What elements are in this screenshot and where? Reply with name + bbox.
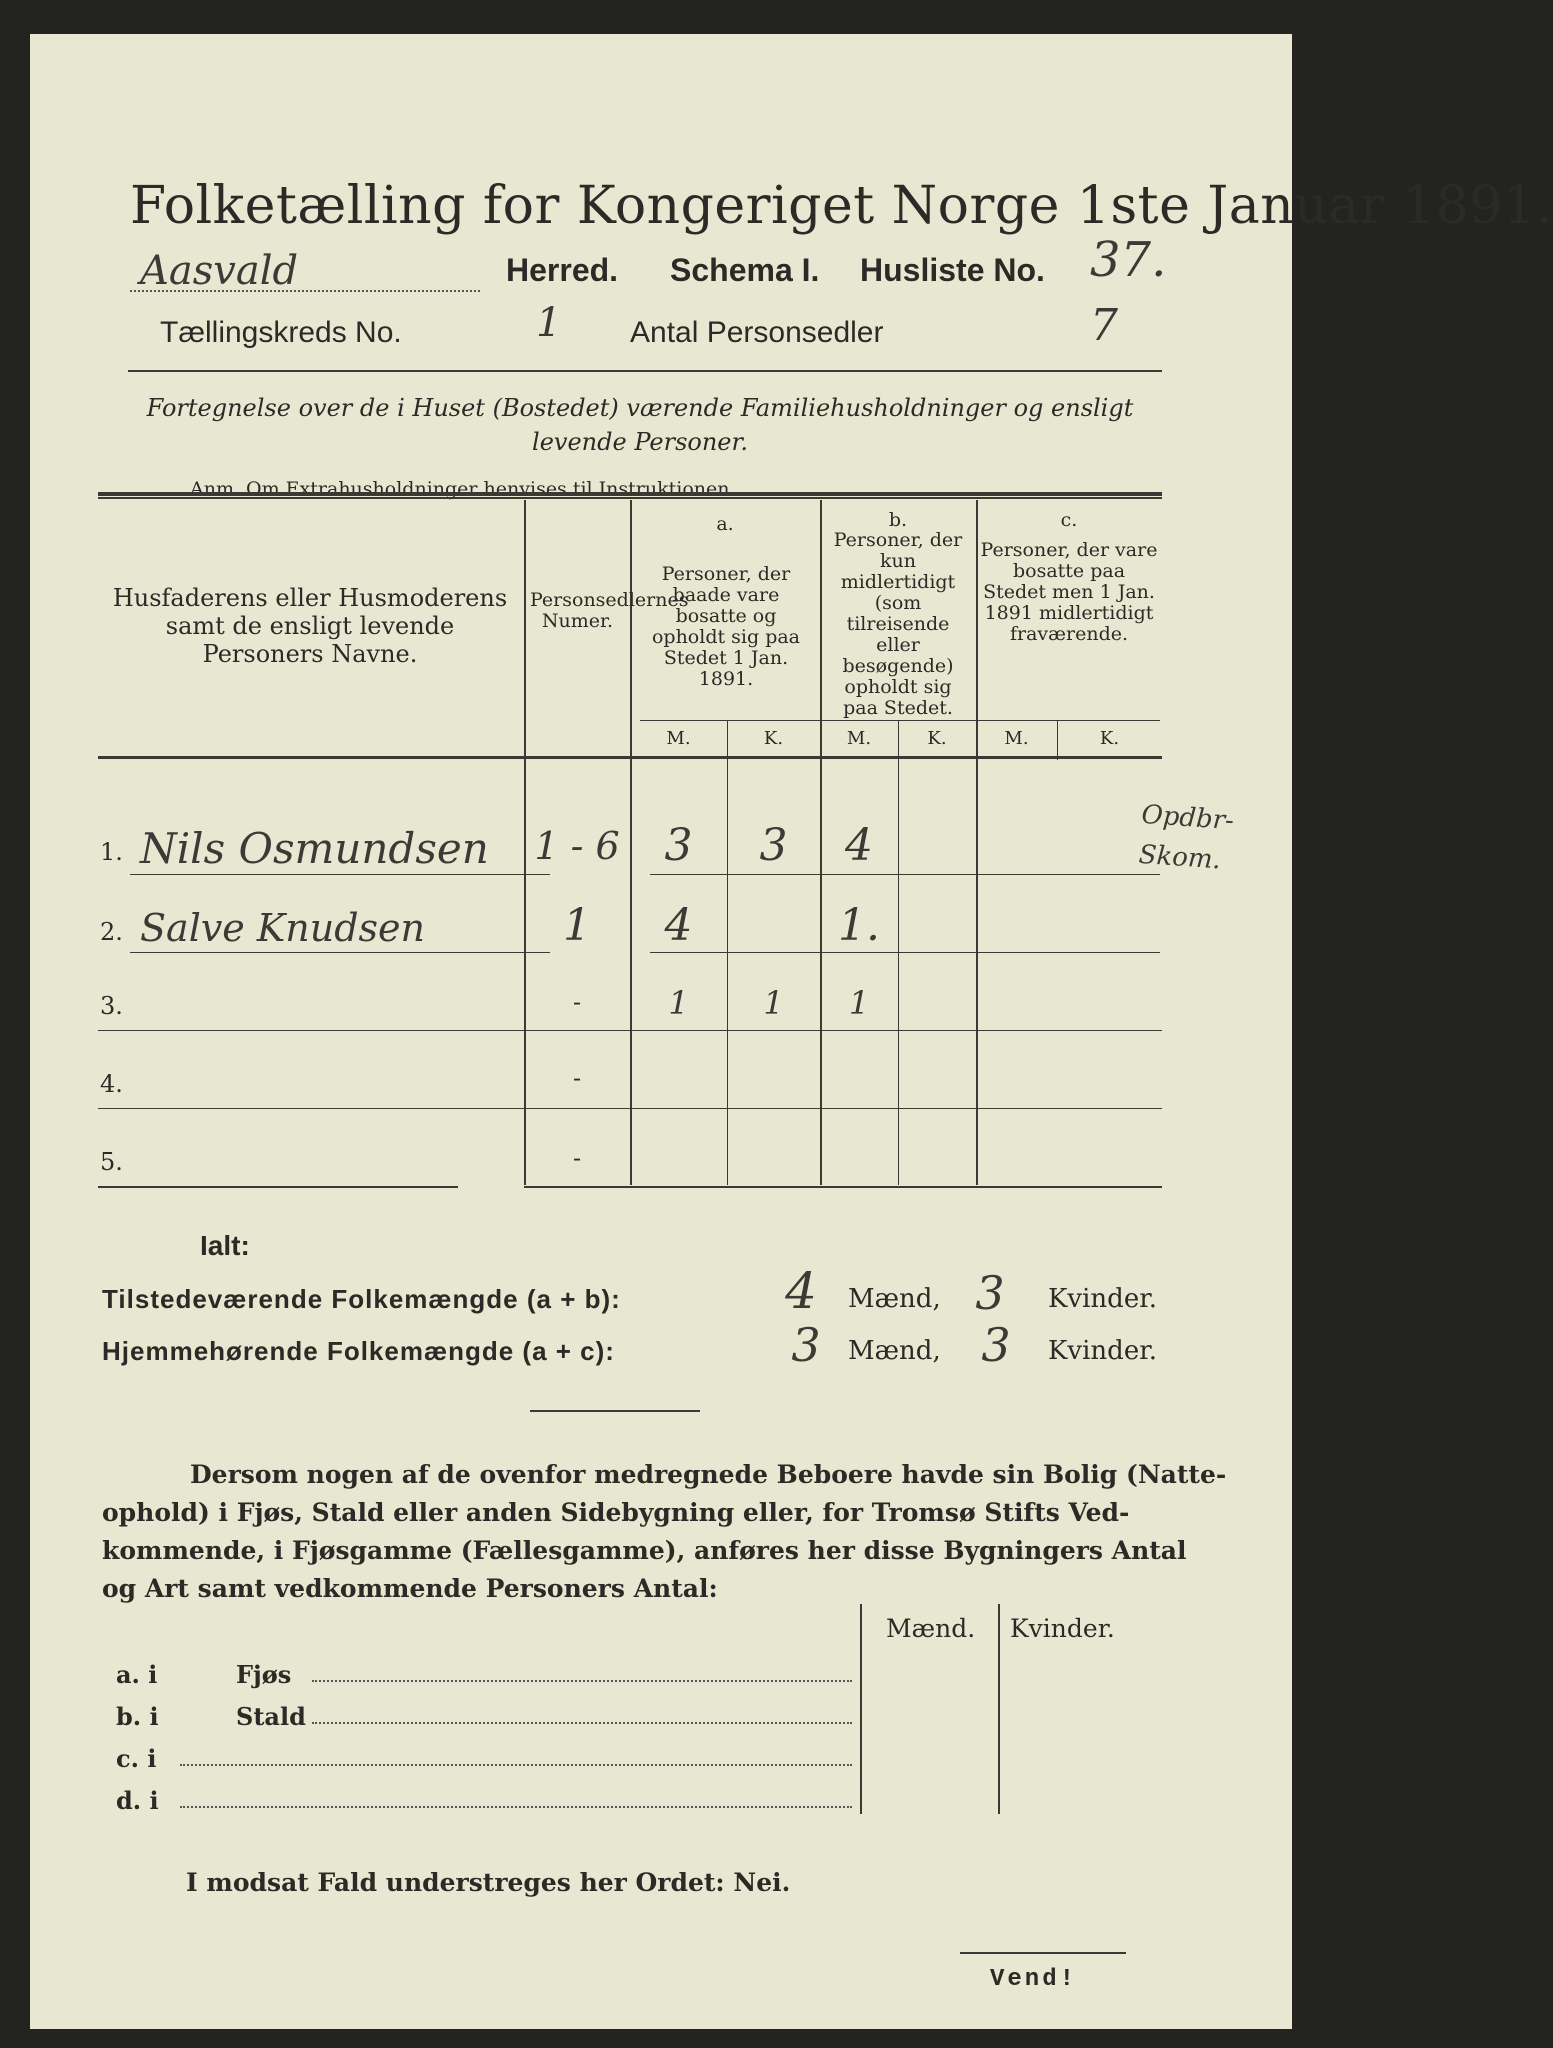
margin-note: Opdbr- Skom. [1137,799,1235,876]
mk-rule [640,720,1160,721]
row-1-sedler: 1 - 6 [534,824,620,868]
tilstede-maend-label: Mænd, [848,1284,941,1314]
col-b-m: M. [846,728,872,749]
bolig-line4: og Art samt vedkommende Personers Antal: [102,1574,718,1603]
col-header-a: Personer, der baade vare bosatte og opholdt sig paa Stedet 1 Jan. 1891. [651,563,801,690]
section-divider [530,1410,700,1412]
col-c-k: K. [1099,728,1120,749]
kreds-label: Tællingskreds No. [160,316,402,349]
row-1-b-m: 4 [845,820,873,871]
col-a-letter: a. [716,513,734,535]
bolig-line1: Dersom nogen af de ovenfor medregnede Beboere havde sin Bolig (Natte- [190,1460,1227,1489]
herred-dotted-line [130,260,480,292]
row-1-a-m: 3 [664,820,693,871]
row-1-number: 1. [100,838,123,866]
antal-label: Antal Personsedler [630,316,884,349]
col-b-letter: b. [888,509,908,531]
bolig-kvinder-header: Kvinder. [1010,1614,1115,1643]
col-c-m: M. [1004,728,1029,749]
col-header-names: Husfaderens eller Husmoderens samt de ensligt levende Personers Navne. [112,584,508,668]
row-3-number: 3. [100,992,123,1020]
bolig-b-dots [312,1722,852,1724]
hjemme-label: Hjemmehørende Folkemængde (a + c): [102,1336,615,1366]
row-2-name: Salve Knudsen [140,906,425,950]
row-2-a-m: 4 [664,900,693,951]
bolig-divider-2 [998,1604,1000,1814]
vend-rule [960,1952,1126,1954]
tilstede-maend-value: 4 [785,1262,817,1320]
tilstede-label: Tilstedeværende Folkemængde (a + b): [102,1284,621,1314]
bolig-a-label: a. i [116,1660,158,1689]
col-header-number: Personsedlernes Numer. [530,589,689,632]
row-4-number: 4. [100,1070,123,1098]
antal-value: 7 [1090,300,1118,351]
row-2-number: 2. [100,918,123,946]
row-5-number: 5. [100,1148,123,1176]
row-3-sedler: - [572,988,582,1016]
row-3-rule [98,1030,1162,1031]
row-4-sedler: - [572,1064,582,1092]
row-3-a-m: 1 [668,984,689,1022]
bolig-c-dots [180,1764,852,1766]
row-2-rule [130,952,550,953]
col-a-k: K. [763,728,784,749]
intro-line1: Fortegnelse over de i Huset (Bostedet) værende Familiehusholdninger og ensligt [146,394,1134,422]
bolig-a-dots [312,1680,852,1682]
form-title: Folketælling for Kongeriget Norge 1ste Januar 1891. [130,176,1553,236]
table-top-rule [98,492,1162,496]
intro-line2: levende Personer. [532,428,748,456]
hjemme-kvinder-value: 3 [981,1318,1011,1372]
husliste-value: 37. [1090,232,1167,288]
tilstede-kvinder-value: 3 [975,1266,1005,1320]
col-c-letter: c. [1060,509,1078,531]
row-1-rule-b [650,874,1160,875]
bolig-d-label: d. i [116,1786,159,1815]
row-3-b-m: 1 [848,984,870,1022]
census-form-page [30,34,1553,2029]
tilstede-kvinder-label: Kvinder. [1048,1284,1158,1314]
row-1-rule [130,874,550,875]
col-header-c: Personer, der vare bosatte paa Stedet men 1 Jan. 1891 midlertidigt fraværende. [980,539,1158,645]
hjemme-maend-value: 3 [791,1318,821,1372]
header-rule [128,370,1162,372]
table-bottom-rule-left [98,1186,458,1188]
row-2-sedler: 1 [563,900,591,951]
husliste-label: Husliste No. [860,252,1045,288]
row-5-sedler: - [572,1144,582,1172]
bolig-stald: Stald [236,1702,306,1731]
bolig-c-label: c. i [116,1744,157,1773]
col-divider-4 [976,500,978,1185]
bolig-divider-1 [860,1604,862,1814]
vend-label: Vend! [990,1966,1078,1993]
row-2-rule-b [650,952,1160,953]
anm-note: Anm. Om Extrahusholdninger henvises til Instruktionen. [190,478,736,500]
hjemme-maend-label: Mænd, [848,1336,941,1366]
kreds-value: 1 [536,300,562,346]
row-1-a-k: 3 [759,820,788,871]
col-b-k: K. [927,728,947,749]
ialt-label: Ialt: [200,1230,250,1261]
table-top-rule-2 [98,497,1162,499]
herred-value: Aasvald [140,248,299,294]
bolig-d-dots [180,1806,852,1808]
table-bottom-rule-right [524,1186,1162,1188]
bolig-maend-header: Mænd. [886,1614,976,1643]
schema-label: Schema I. [670,252,820,288]
row-4-rule [98,1108,1162,1109]
bolig-line3: kommende, i Fjøsgamme (Fællesgamme), anføres her disse Bygningers Antal [102,1536,1187,1565]
row-3-a-k: 1 [763,984,784,1022]
bolig-fjos: Fjøs [236,1660,292,1689]
row-2-b-m: 1. [838,900,880,951]
bolig-line2: ophold) i Fjøs, Stald eller anden Sidebygning eller, for Tromsø Stifts Ved- [102,1498,1130,1527]
row-1-name: Nils Osmundsen [140,824,489,873]
col-a-m: M. [666,728,691,749]
herred-label: Herred. [506,252,619,288]
col-header-b: Personer, der kun midlertidigt (som tilreisende eller besøgende) opholdt sig paa Stedet. [833,529,963,719]
nei-note: I modsat Fald understreges her Ordet: Nei. [186,1868,791,1897]
hjemme-kvinder-label: Kvinder. [1048,1336,1158,1366]
bolig-b-label: b. i [116,1702,159,1731]
